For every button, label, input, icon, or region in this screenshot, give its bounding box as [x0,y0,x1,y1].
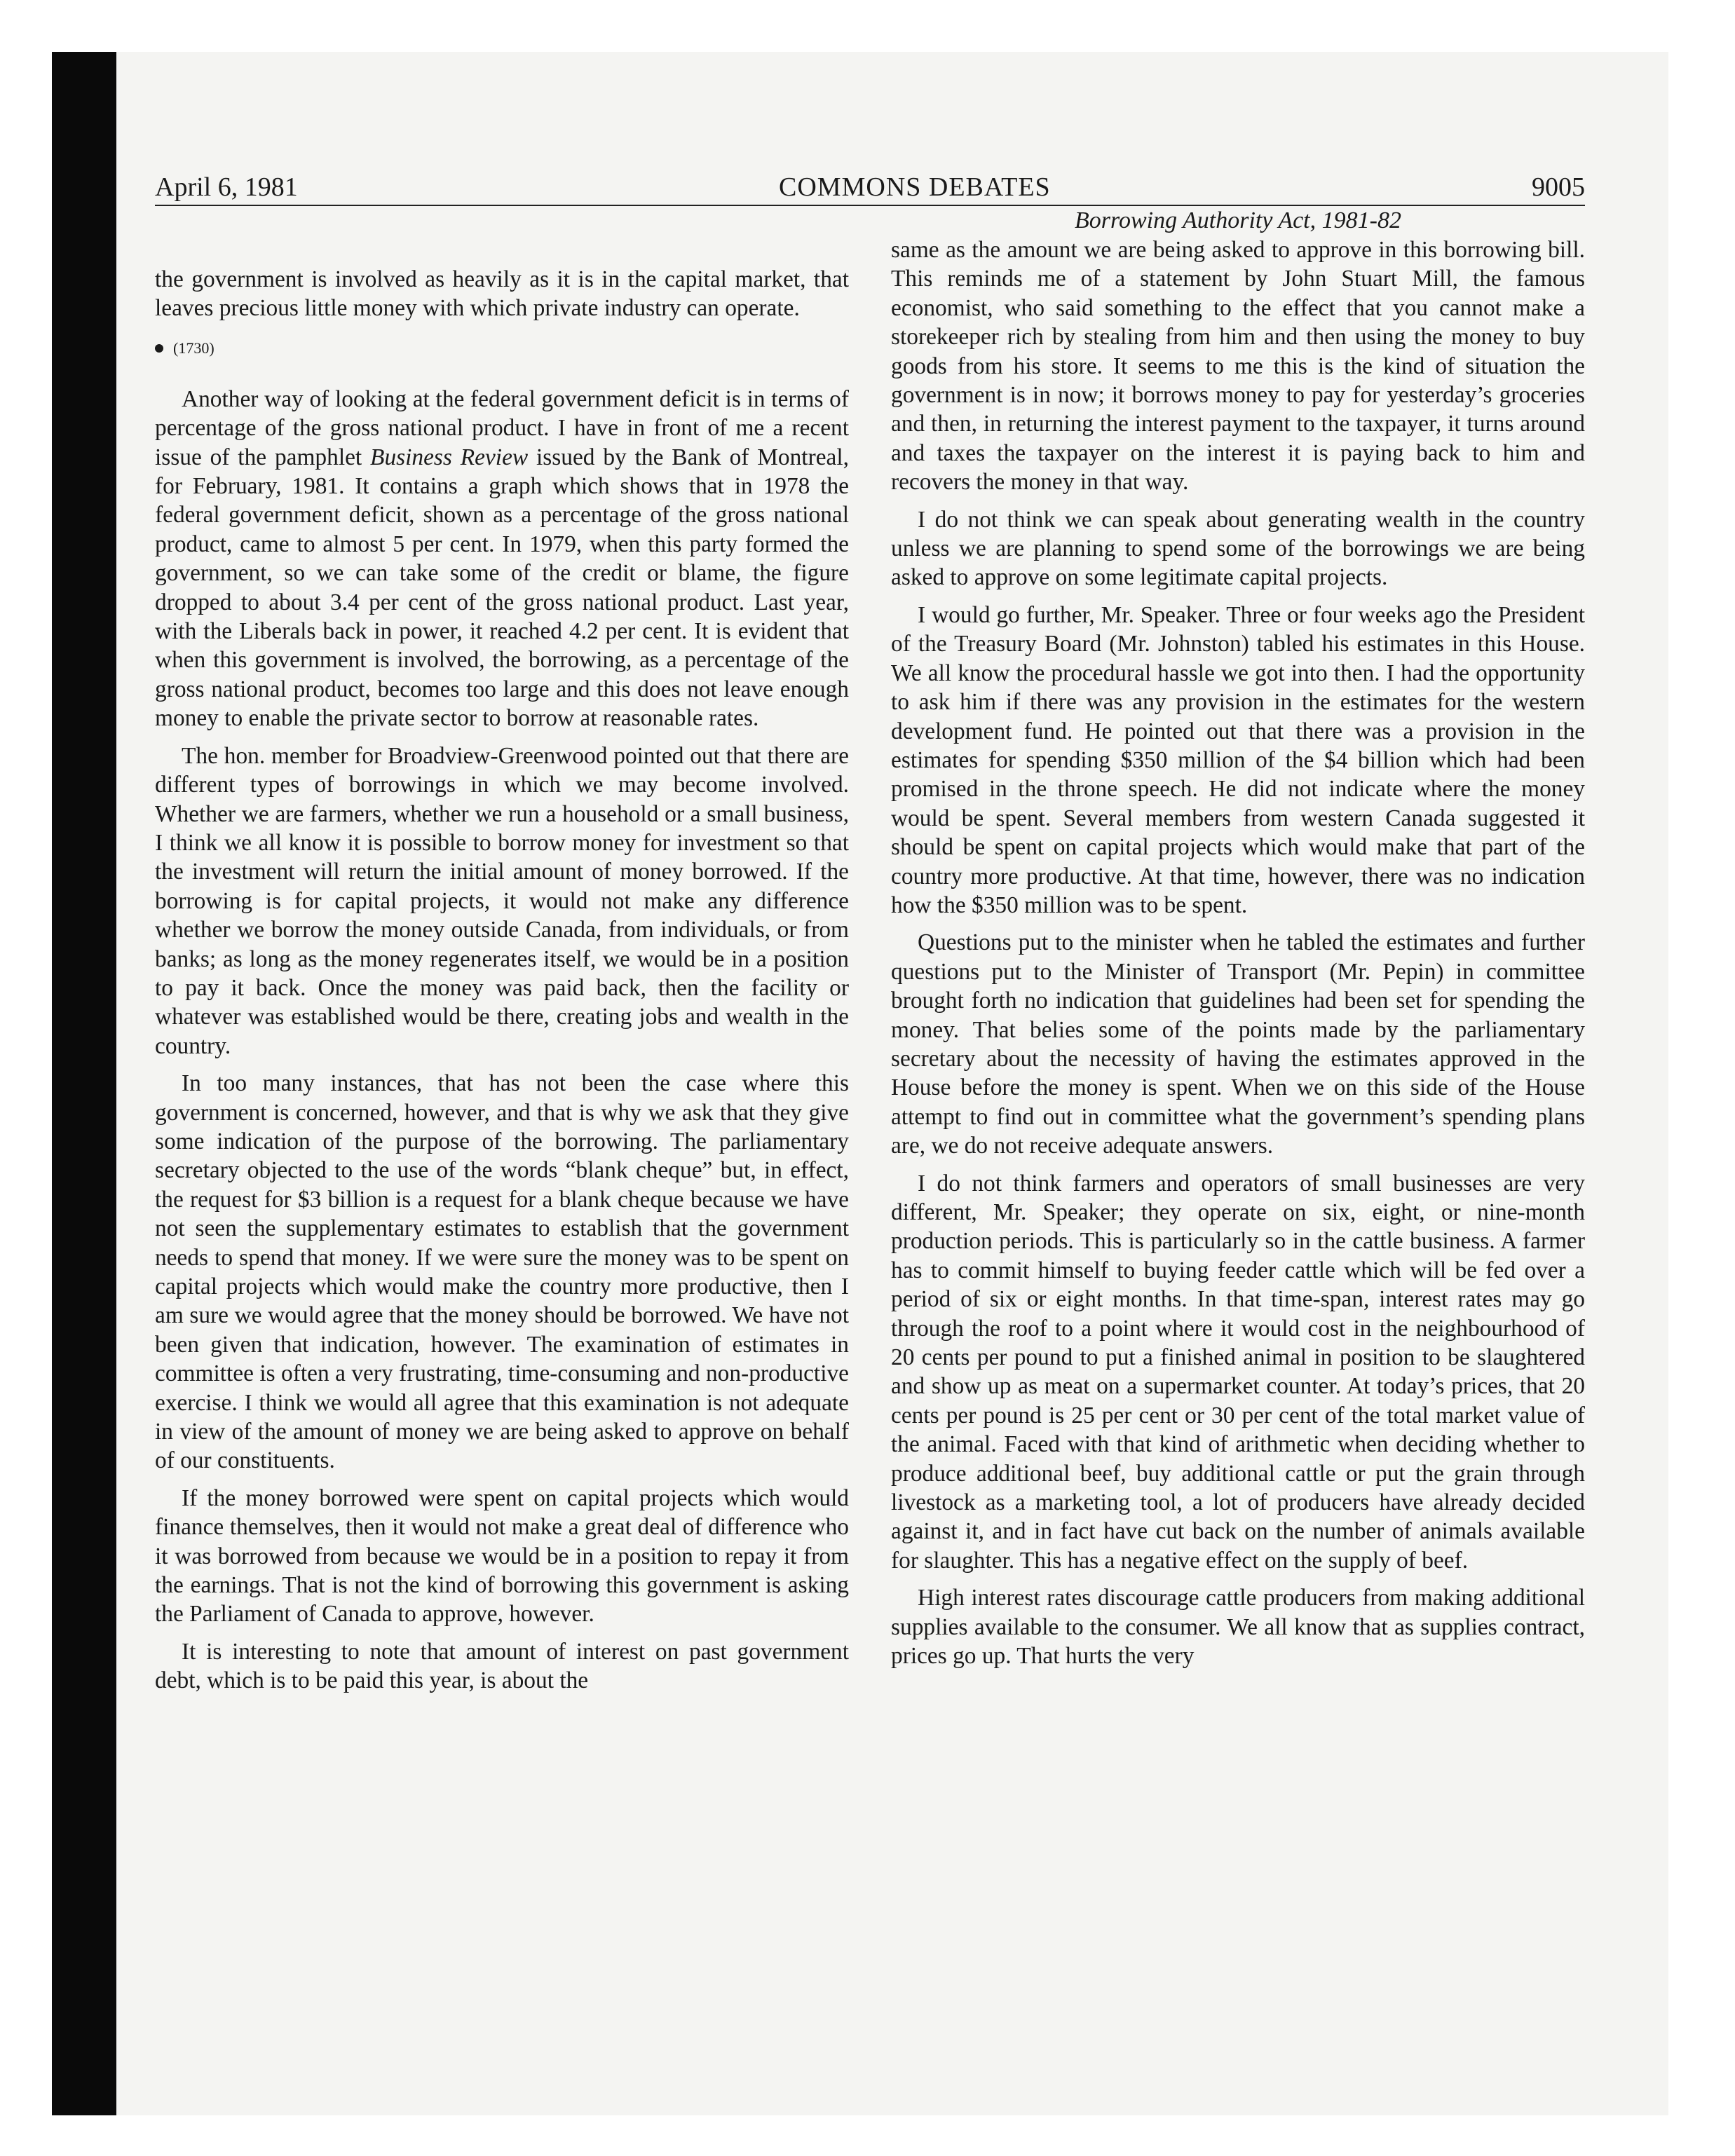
paragraph: I would go further, Mr. Speaker. Three or four weeks ago the President of the Treasury Board (Mr. Johnston) tabled his estimates in this House. We all know the procedural hassle we got into then. I had the opportunity to ask him if there was any provision in the estimates for the western development fund. He pointed out that there was a provision in the estimates for spending $350 million of the $4 billion which had been promised in the throne speech. He did not indicate where the money would be spent. Several members from western Canada suggested it should be spent on capital projects which would make that part of the country more productive. At that time, however, there was no indication how the $350 million was to be spent. [891,601,1585,918]
paragraph: In too many instances, that has not been the case where this government is concerned, however, and that is why we ask that they give some indication of the purpose of the borrowing. The parliamentary secretary objected to the use of the words “blank cheque” but, in effect, the request for $3 billion is a request for a blank cheque because we have not seen the supplementary estimates to establish that the government needs to spend that money. If we were sure the money was to be spent on capital projects which would make the country more productive, then I am sure we would agree that the money should be borrowed. We have not been given that indication, however. The examination of estimates in committee is often a very frustrating, time-consuming and non-productive exercise. I think we would all agree that this examination is not adequate in view of the amount of money we are being asked to approve on behalf of our constituents. [155,1070,849,1474]
paragraph: It is interesting to note that amount of interest on past government debt, which is to be paid this year, is about the [155,1638,849,1694]
header-page-number: 9005 [1531,172,1585,202]
scanned-page [52,52,1668,2115]
bullet-icon [155,344,163,353]
binding-shadow [52,52,116,2115]
right-column [891,206,1585,1671]
header-publication: COMMONS DEBATES [779,172,1051,202]
paragraph-text: issued by the Bank of Montreal, for February, 1981. It contains a graph which shows that in 1978 the federal government deficit, shown as a percentage of the gross national product, came to almost 5 per cent. In 1979, when this party formed the government, so we can take some of the credit or blame, the figure dropped to about 3.4 per cent of the gross national product. Last year, with the Liberals back in power, it reached 4.2 per cent. It is evident that when this government is involved, the borrowing, as a percentage of the gross national product, becomes too large and this does not leave enough money to enable the private sector to borrow at reasonable rates. [155,444,849,732]
running-head [155,171,1585,206]
paragraph: I do not think we can speak about generating wealth in the country unless we are planning to spend some of the borrowings we are being asked to approve on some legitimate capital projects. [891,506,1585,591]
section-title: Borrowing Authority Act, 1981-82 [1075,207,1401,233]
paragraph: If the money borrowed were spent on capital projects which would finance themselves, then it would not make a great deal of difference who it was borrowed from because we would be in a position to repay it from the earnings. That is not the kind of borrowing this government is asking the Parliament of Canada to approve, however. [155,1485,849,1628]
page-content [155,171,1585,1694]
time-marker-label: (1730) [173,339,215,357]
paragraph [155,385,849,733]
left-column [155,265,849,1696]
paragraph: the government is involved as heavily as it is in the capital market, that leaves precious little money with which private industry can operate. [155,266,849,322]
paragraph: same as the amount we are being asked to approve in this borrowing bill. This reminds me of a statement by John Stuart Mill, the famous economist, who said something to the effect that you cannot make a storekeeper rich by stealing from him and then using the money to buy goods from his store. It seems to me this is the kind of situation the government is in now; it borrows money to pay for yesterday’s groceries and then, in returning the interest payment to the taxpayer, it turns around and taxes the taxpayer on the interest it is paying back to him and recovers the money in that way. [891,237,1585,496]
paragraph: High interest rates discourage cattle producers from making additional supplies available to the consumer. We all know that as supplies contract, prices go up. That hurts the very [891,1585,1585,1670]
time-marker [155,334,849,362]
paragraph: The hon. member for Broadview-Greenwood pointed out that there are different types of borrowings in which we may become involved. Whether we are farmers, whether we run a household or a small business, I think we all know it is possible to borrow money for investment so that the investment will return the initial amount of money borrowed. If the borrowing is for capital projects, it would not make any difference whether we borrow the money outside Canada, from individuals, or from banks; as long as the money regenerates itself, we would be in a position to pay it back. Once the money was paid back, then the facility or whatever was established would be there, creating jobs and wealth in the country. [155,742,849,1059]
paragraph: I do not think farmers and operators of small businesses are very different, Mr. Speaker; they operate on six, eight, or nine-month production periods. This is particularly so in the cattle business. A farmer has to commit himself to buying feeder cattle which will be fed over a period of six or eight months. In that time-span, interest rates may go through the roof to a point where it would cost in the neighbourhood of 20 cents per pound to put a finished animal in position to be slaughtered and show up as meat on a supermarket counter. At today’s prices, that 20 cents per pound is 25 per cent or 30 per cent of the total market value of the animal. Faced with that kind of arithmetic when deciding whether to produce additional beef, buy additional cattle or put the grain through livestock as a marketing tool, a lot of producers have already decided against it, and in fact have cut back on the number of animals available for slaughter. This has a negative effect on the supply of beef. [891,1170,1585,1574]
publication-title: Business Review [370,444,529,470]
header-date: April 6, 1981 [155,172,298,202]
paragraph: Questions put to the minister when he tabled the estimates and further questions put to the Minister of Transport (Mr. Pepin) in committee brought forth no indication that guidelines had been set for spending the money. That belies some of the points made by the parliamentary secretary about the necessity of having the estimates approved in the House before the money is spent. When we on this side of the House attempt to find out in committee what the government’s spending plans are, we do not receive adequate answers. [891,929,1585,1159]
paragraph-text: Another way of looking at the federal government deficit is in terms of percentage of the gross national product. I have in front of me a recent issue of the pamphlet [155,386,849,470]
